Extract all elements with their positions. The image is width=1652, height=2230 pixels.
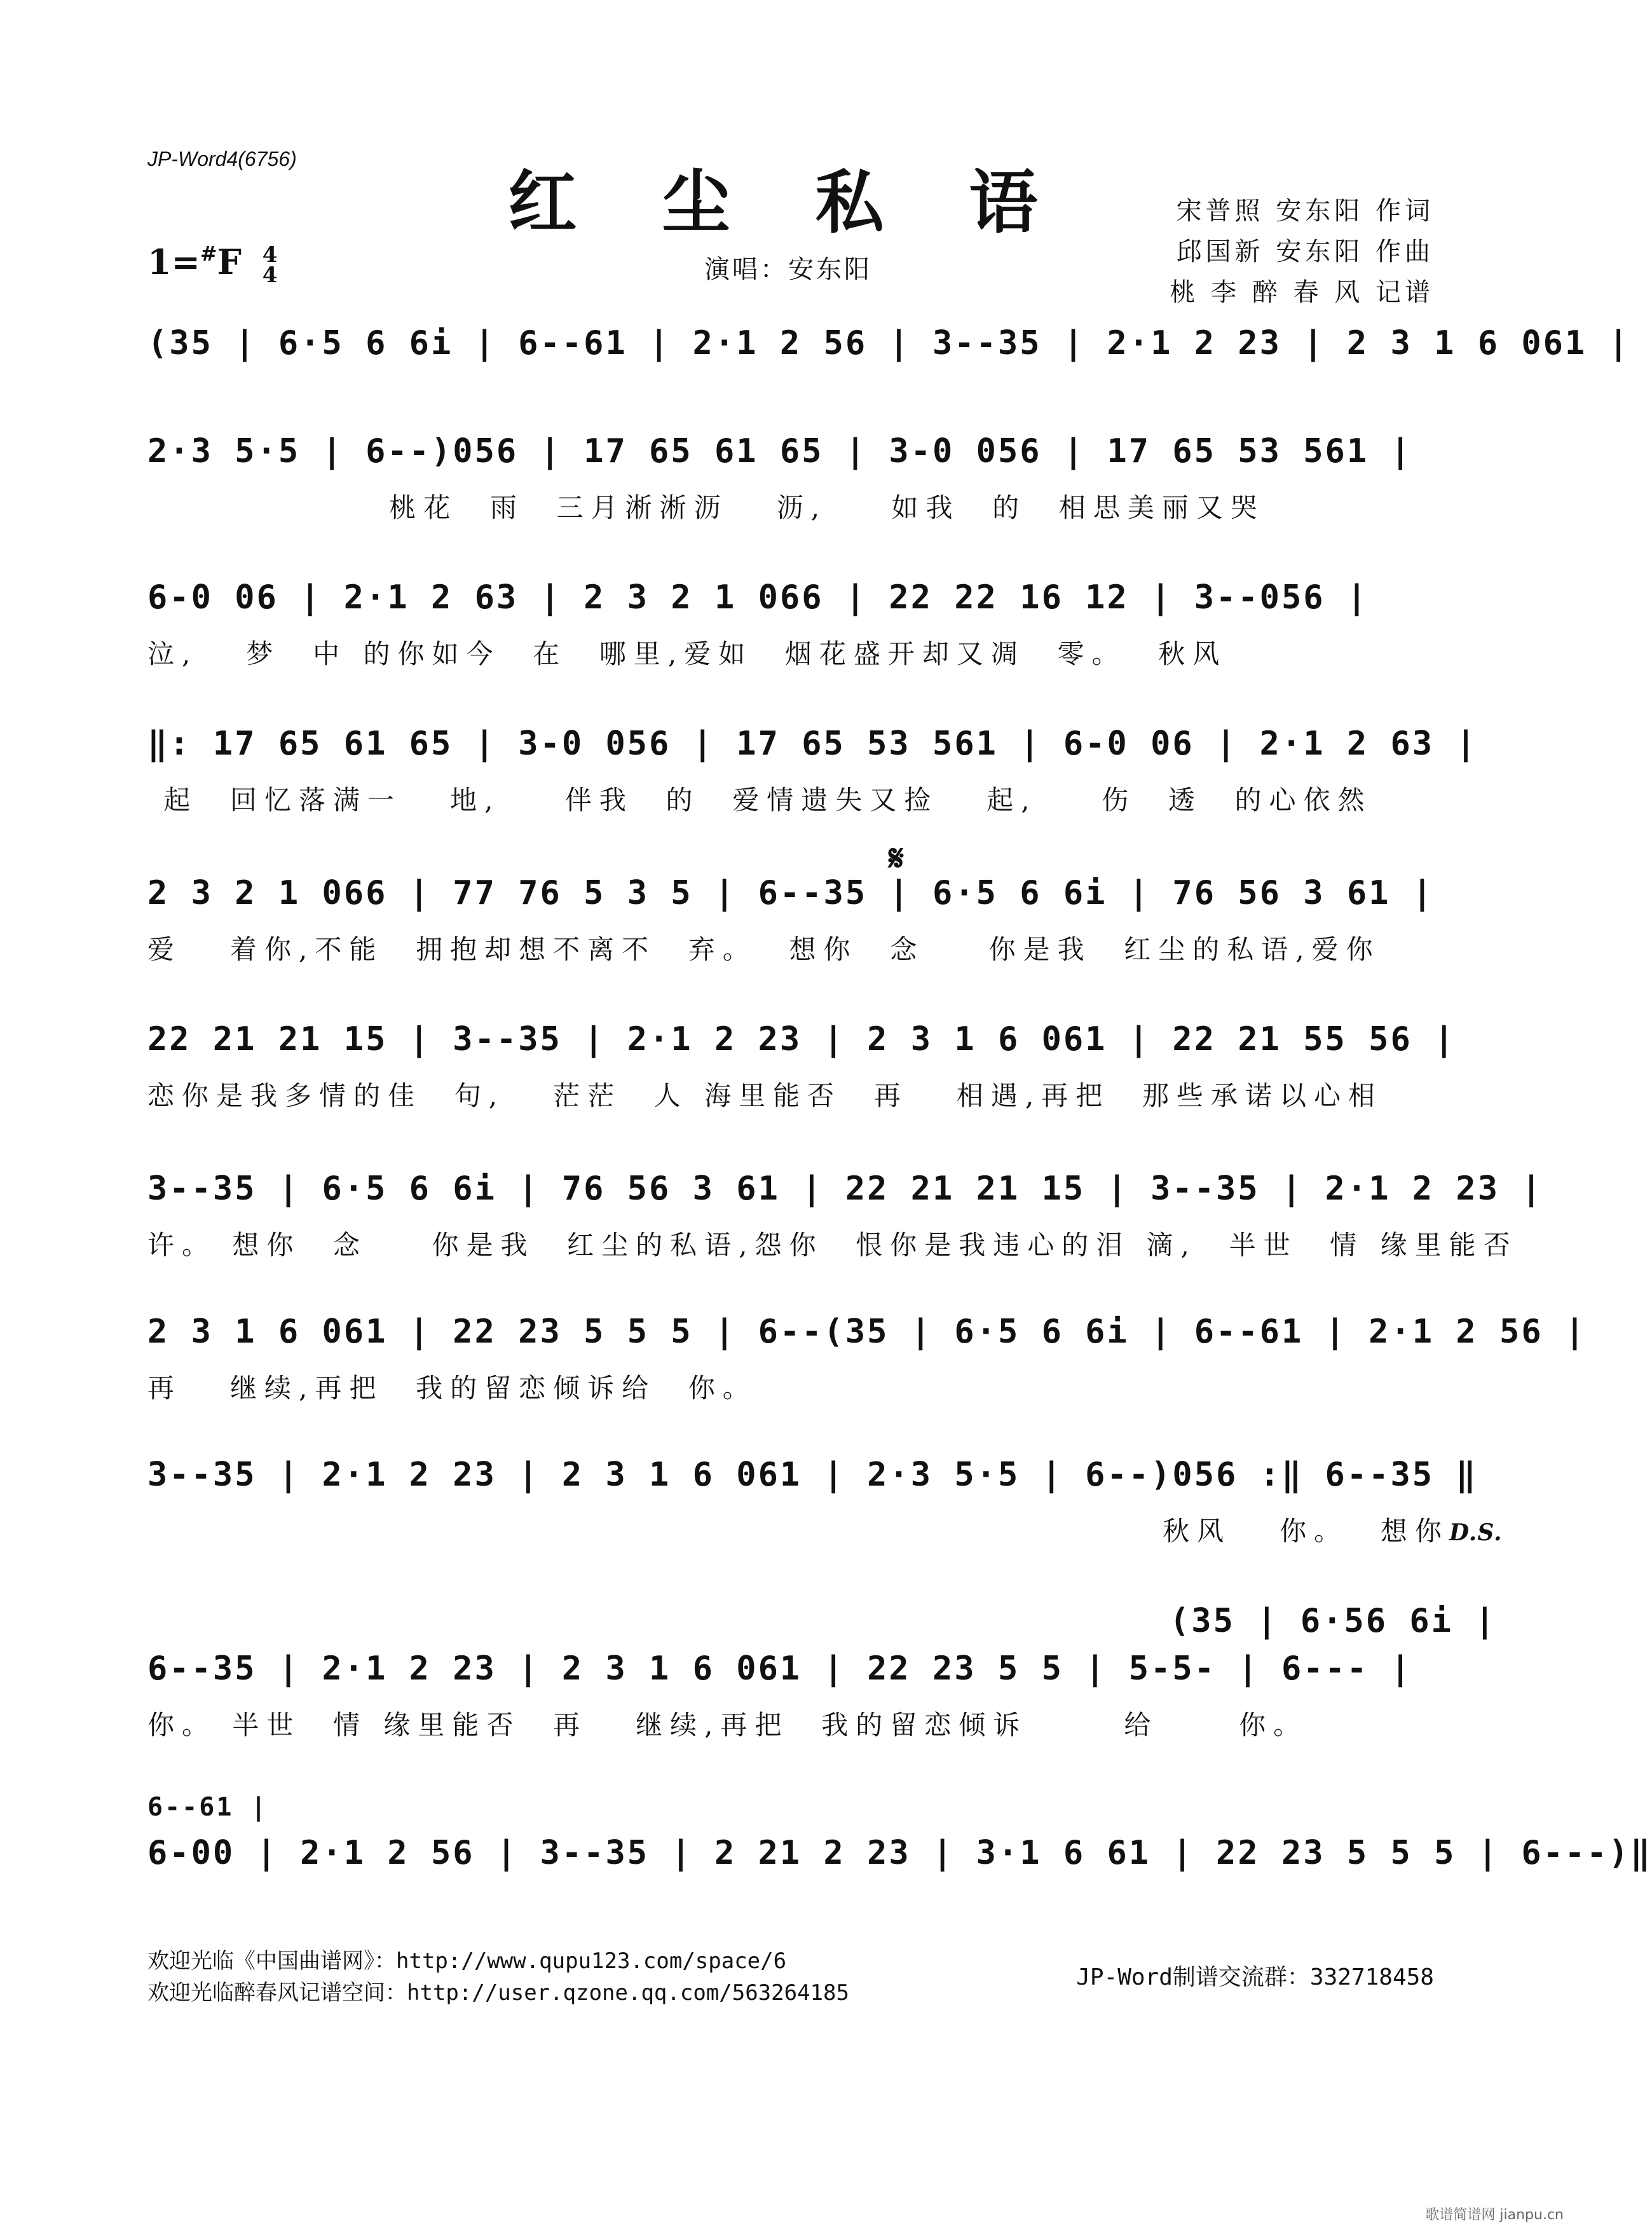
notation-line-upper: 6--61 | bbox=[147, 1793, 268, 1822]
transcriber-credit: 桃 李 醉 春 风 记谱 bbox=[1170, 278, 1434, 307]
notation-line: 2 3 2 1 066 | 77 76 5 3 5 | 6--35 | 6·5 6 6i | 76 56 3 61 | bbox=[147, 874, 1435, 912]
lyric-line: 再 继续,再把 我的留恋倾诉给 你。 bbox=[147, 1372, 757, 1404]
sharp-sign: # bbox=[200, 242, 217, 266]
footer-link-1[interactable]: 欢迎光临《中国曲谱网》：http://www.qupu123.com/space/6 bbox=[147, 1948, 787, 1974]
footer-link-2[interactable]: 欢迎光临醉春风记谱空间：http://user.qzone.qq.com/563264185 bbox=[147, 1980, 849, 2006]
time-bottom: 4 bbox=[262, 262, 278, 288]
lyric-line: 你。 半世 情 缘里能否 再 继续,再把 我的留恋倾诉 给 你。 bbox=[147, 1709, 1308, 1741]
notation-line-upper: (35 | 6·56 6i | bbox=[1170, 1602, 1497, 1640]
lyric-line: 恋你是我多情的佳 句, 茫茫 人 海里能否 再 相遇,再把 那些承诺以心相 bbox=[147, 1080, 1382, 1111]
segno-sign: 𝄋 bbox=[889, 838, 905, 879]
lyricist-credit: 宋普照 安东阳 作词 bbox=[1176, 196, 1434, 226]
notation-line: 6-00 | 2·1 2 56 | 3--35 | 2 21 2 23 | 3·1 6 61 | 22 23 5 5 5 | 6---)‖ bbox=[147, 1834, 1652, 1872]
lyric-line: 泣, 梦 中 的你如今 在 哪里,爱如 烟花盛开却又凋 零。 秋风 bbox=[147, 638, 1227, 669]
key-letter: F bbox=[217, 242, 242, 282]
singer-credit: 演唱：安东阳 bbox=[704, 255, 872, 284]
lyric-line: 桃花 雨 三月淅淅沥 沥, 如我 的 相思美丽又哭 bbox=[147, 492, 1265, 523]
software-label: JP-Word4(6756) bbox=[147, 147, 297, 170]
lyric-line: 爱 着你,不能 拥抱却想不离不 弃。 想你 念 你是我 红尘的私语,爱你 bbox=[147, 934, 1381, 965]
notation-line: 22 21 21 15 | 3--35 | 2·1 2 23 | 2 3 1 6 061 | 22 21 55 56 | bbox=[147, 1020, 1456, 1058]
key-prefix: 1= bbox=[147, 242, 200, 282]
lyric-line: 起 回忆落满一 地, 伴我 的 爱情遗失又捡 起, 伤 透 的心依然 bbox=[147, 784, 1372, 816]
lyric-line: 许。 想你 念 你是我 红尘的私语,怨你 恨你是我违心的泪 滴, 半世 情 缘里能否 bbox=[147, 1229, 1518, 1261]
notation-line: ‖: 17 65 61 65 | 3-0 056 | 17 65 53 561 | 6-0 06 | 2·1 2 63 | bbox=[147, 725, 1478, 763]
lyric-text: 秋风 你。 想你 bbox=[147, 1515, 1449, 1547]
footer-links bbox=[147, 1945, 849, 2009]
notation-line: 6-0 06 | 2·1 2 63 | 2 3 2 1 066 | 22 22 16 12 | 3--056 | bbox=[147, 578, 1369, 617]
notation-line: (35 | 6·5 6 6i | 6--61 | 2·1 2 56 | 3--35 | 2·1 2 23 | 2 3 1 6 061 | bbox=[147, 324, 1630, 362]
song-title: 红 尘 私 语 bbox=[508, 163, 1068, 243]
composer-credit: 邱国新 安东阳 作曲 bbox=[1176, 237, 1434, 266]
notation-line: 3--35 | 2·1 2 23 | 2 3 1 6 061 | 2·3 5·5 | 6--)056 :‖ 6--35 ‖ bbox=[147, 1456, 1478, 1494]
ds-marking: D.S. bbox=[1449, 1519, 1503, 1546]
notation-line: 3--35 | 6·5 6 6i | 76 56 3 61 | 22 21 21 15 | 3--35 | 2·1 2 23 | bbox=[147, 1170, 1543, 1208]
watermark: 歌谱简谱网 jianpu.cn bbox=[1425, 2207, 1564, 2223]
footer-group: JP-Word制谱交流群：332718458 bbox=[1076, 1964, 1434, 1990]
notation-line: 2·3 5·5 | 6--)056 | 17 65 61 65 | 3-0 056 | 17 65 53 561 | bbox=[147, 432, 1412, 470]
lyric-line bbox=[147, 1510, 1503, 1549]
time-top: 4 bbox=[262, 242, 278, 268]
notation-line: 2 3 1 6 061 | 22 23 5 5 5 | 6--(35 | 6·5 6 6i | 6--61 | 2·1 2 56 | bbox=[147, 1313, 1587, 1351]
notation-line: 6--35 | 2·1 2 23 | 2 3 1 6 061 | 22 23 5 5 | 5-5- | 6--- | bbox=[147, 1650, 1412, 1688]
